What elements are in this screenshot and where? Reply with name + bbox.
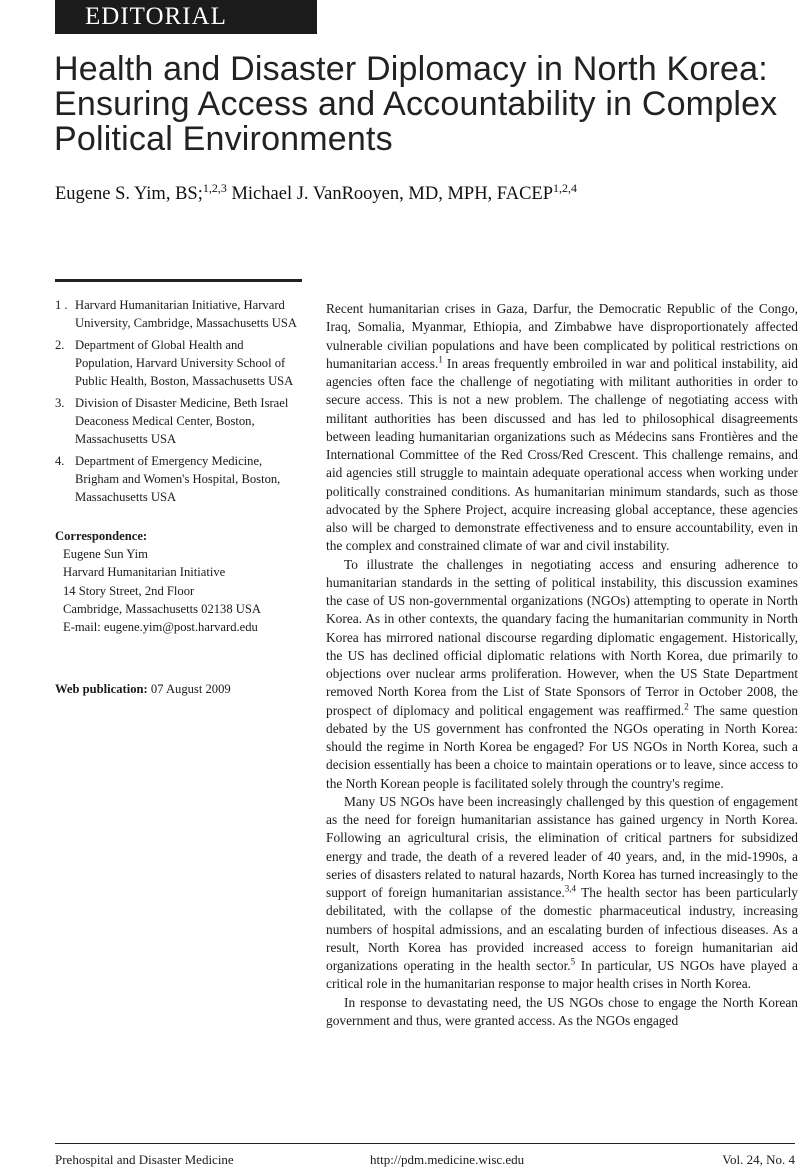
correspondence-street: 14 Story Street, 2nd Floor xyxy=(63,583,195,598)
affiliation-number: 3. xyxy=(55,396,65,410)
author-affiliation-marks: 1,2,3 xyxy=(202,181,227,195)
sidebar-divider xyxy=(55,279,302,282)
paragraph-text: Many US NGOs have been increasingly challenged by this question of engagement as the need for foreign humanitarian assistance has gained urgency in North Korea. Following an agricultural crisis, the elimination of critical partners for subsidized energy and trade, the death of a revered leader of 40 years, and, in the mid-1990s, a series of disasters related to natural hazards, North Korea has turned increasingly to the support of foreign humanitarian assistance. xyxy=(326,793,798,900)
article-body xyxy=(326,300,798,1030)
body-paragraph xyxy=(326,556,798,793)
paragraph-text: To illustrate the challenges in negotiating access and ensuring adherence to humanitarian standards in the setting of political instability, this discussion examines the case of US non-governmental organizations (NGOs) attempting to operate in North Korea. As in other contexts, the quandary facing the humanitarian community in North Korea has mirrored national discourse regarding diplomatic engagement. Historically, the US has declined official diplomatic relations with North Korea, due primarily to objections over nuclear arms proliferation. However, when the US State Department removed North Korea from the List of State Sponsors of Terror in October 2008, the prospect of diplomacy and political engagement was reaffirmed. xyxy=(326,556,798,718)
paragraph-text: In areas frequently embroiled in war and political instability, aid agencies often face the challenge of negotiating with militant authorities in order to secure access. This is not a new problem. The challenge of negotiating access with militant authorities has been discussed and has led to philosophical disagreements between leading humanitarian organizations such as Médecins sans Frontières and the International Committee of the Red Cross/Red Crescent. This challenge remains, and aid agencies still struggle to maintain adequate operational access when working under politically constrained conditions. As humanitarian minimum standards, such as those advocated by the Sphere Project, acquire increasing global acceptance, these agencies also will be charged to demonstrate effectiveness and to ensure accountability, even in the complex and constrained climate of war and civil instability. xyxy=(326,355,798,554)
page-footer xyxy=(55,1151,795,1171)
citation-marker: 1 xyxy=(438,354,443,365)
author-line xyxy=(55,176,785,206)
section-label: EDITORIAL xyxy=(85,3,227,30)
correspondence-name: Eugene Sun Yim xyxy=(63,547,148,562)
footer-url-link[interactable]: http://pdm.medicine.wisc.edu xyxy=(370,1152,525,1167)
body-paragraph xyxy=(326,300,798,556)
article-title: Health and Disaster Diplomacy in North Korea: Ensuring Access and Accountability in Complex Political Environments xyxy=(54,50,778,158)
section-banner xyxy=(55,0,317,34)
correspondence-city: Cambridge, Massachusetts 02138 USA xyxy=(63,601,261,616)
affiliation-number: 2. xyxy=(55,338,65,352)
affiliation-number: 1 . xyxy=(55,298,68,312)
affiliation-text: Harvard Humanitarian Initiative, Harvard University, Cambridge, Massachusetts USA xyxy=(75,298,297,330)
affiliation-item xyxy=(55,394,303,448)
correspondence-organization: Harvard Humanitarian Initiative xyxy=(63,565,226,580)
footer-volume: Vol. 24, No. 4 xyxy=(722,1152,795,1167)
body-paragraph xyxy=(326,994,798,1031)
web-publication xyxy=(55,680,303,698)
affiliation-item xyxy=(55,296,303,332)
affiliation-text: Division of Disaster Medicine, Beth Israel Deaconess Medical Center, Boston, Massachusetts USA xyxy=(75,396,289,446)
citation-marker: 2 xyxy=(684,701,689,712)
affiliation-list xyxy=(55,296,303,510)
web-publication-label: Web publication: xyxy=(55,682,148,696)
footer-divider xyxy=(55,1143,795,1144)
affiliation-item xyxy=(55,452,303,506)
citation-marker: 5 xyxy=(570,956,576,967)
correspondence-email[interactable]: E-mail: eugene.yim@post.harvard.edu xyxy=(63,620,258,635)
paragraph-text: Recent humanitarian crises in Gaza, Darfur, the Democratic Republic of the Congo, Iraq, Somalia, Myanmar, Ethiopia, and Zimbabwe have disproportionately affected vulnerable civilian populations and have been complicated by political restrictions on humanitarian access. xyxy=(326,301,798,371)
paragraph-text: In response to devastating need, the US NGOs chose to engage the North Korean government and thus, were granted access. As the NGOs engaged xyxy=(326,994,798,1028)
paragraph-text: The same question debated by the US government has confronted the NGOs operating in North Korea: should the regime in North Korea be engaged? For US NGOs in North Korea, such a decision essentially has been a choice to maintain operations or to leave, since access to the North Korean people is facilitated solely through the country's regime. xyxy=(326,702,798,791)
paragraph-text: In particular, US NGOs have played a critical role in the humanitarian response to major health crises in North Korea. xyxy=(326,958,798,992)
correspondence-block xyxy=(55,527,303,636)
affiliation-number: 4. xyxy=(55,454,65,468)
affiliation-text: Department of Global Health and Population, Harvard University School of Public Health, Boston, Massachusetts USA xyxy=(75,338,294,388)
author-affiliation-marks: 1,2,4 xyxy=(553,181,578,195)
correspondence-heading: Correspondence: xyxy=(55,529,148,543)
body-paragraph xyxy=(326,793,798,994)
affiliation-item xyxy=(55,336,303,390)
author-name: Michael J. VanRooyen, MD, MPH, FACEP xyxy=(231,184,554,205)
web-publication-date: 07 August 2009 xyxy=(150,682,231,696)
footer-journal-name: Prehospital and Disaster Medicine xyxy=(55,1152,234,1167)
paragraph-text: The health sector has been particularly debilitated, with the collapse of the domestic pharmaceutical industry, increasing numbers of hospital admissions, and an escalating burden of infectious diseases. As a result, North Korea has provided increased access to foreign humanitarian aid organizations operating in the health sector. xyxy=(326,885,798,973)
citation-marker: 3,4 xyxy=(564,883,577,894)
affiliation-text: Department of Emergency Medicine, Brigham and Women's Hospital, Boston, Massachusetts USA xyxy=(75,454,281,504)
author-name: Eugene S. Yim, BS; xyxy=(55,184,203,205)
